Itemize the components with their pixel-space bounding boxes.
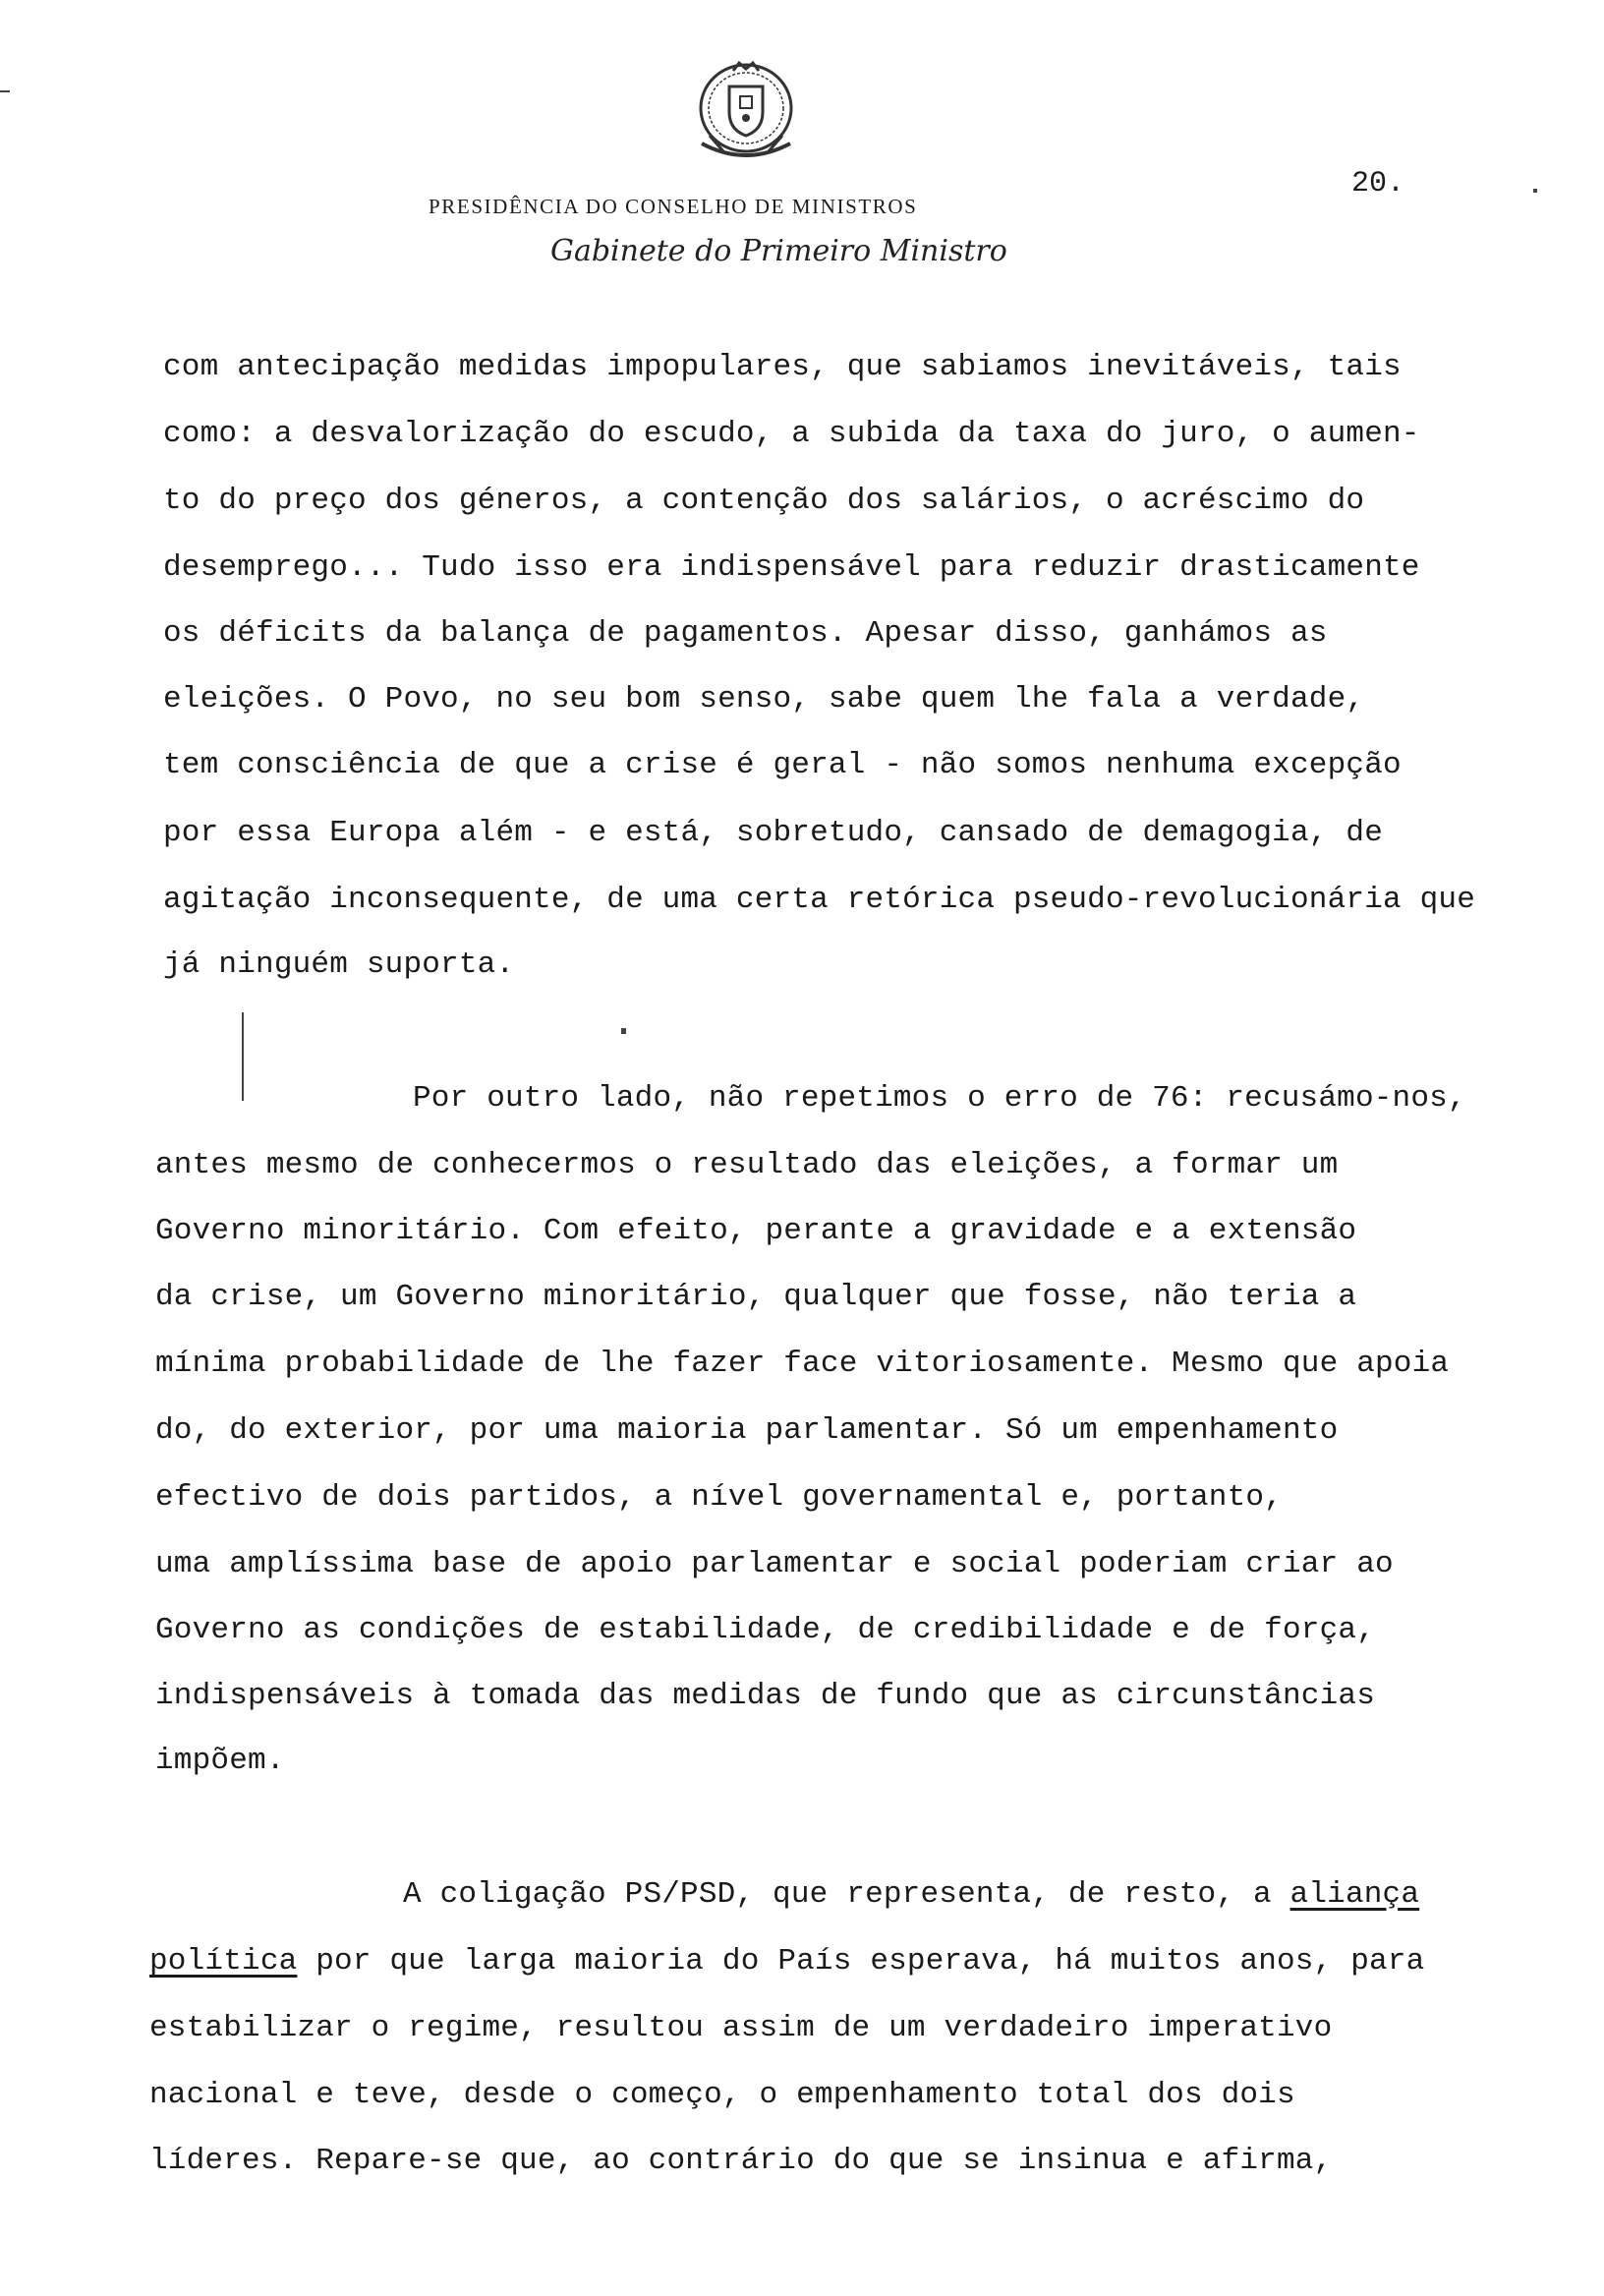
- margin-mark: [0, 90, 10, 92]
- text-line: indispensáveis à tomada das medidas de fundo que as circunstâncias: [155, 1679, 1375, 1713]
- text-line: to do preço dos géneros, a contenção dos salários, o acréscimo do: [163, 484, 1365, 518]
- text-line: agitação inconsequente, de uma certa retórica pseudo-revolucionária que: [163, 883, 1476, 917]
- text-line: por essa Europa além - e está, sobretudo, cansado de demagogia, de: [163, 816, 1383, 850]
- header-title: PRESIDÊNCIA DO CONSELHO DE MINISTROS: [429, 195, 918, 218]
- text-line: eleições. O Povo, no seu bom senso, sabe quem lhe fala a verdade,: [163, 682, 1365, 717]
- header-subtitle: Gabinete do Primeiro Ministro: [550, 234, 1007, 268]
- text-line: Governo as condições de estabilidade, de credibilidade e de força,: [155, 1613, 1375, 1647]
- text-line: impõem.: [155, 1744, 285, 1778]
- text-line: mínima probabilidade de lhe fazer face vitoriosamente. Mesmo que apoia: [155, 1347, 1450, 1381]
- text-line: já ninguém suporta.: [163, 947, 515, 982]
- text-line: uma amplíssima base de apoio parlamentar e social poderiam criar ao: [155, 1547, 1394, 1581]
- page-number: 20.: [1351, 167, 1405, 201]
- coat-of-arms-seal: [688, 57, 804, 167]
- text-line: os déficits da balança de pagamentos. Apesar disso, ganhámos as: [163, 616, 1328, 651]
- text-line: tem consciência de que a crise é geral - não somos nenhuma excepção: [163, 748, 1402, 782]
- text-line: [403, 1877, 1419, 1912]
- text-line: antes mesmo de conhecermos o resultado das eleições, a formar um: [155, 1148, 1339, 1182]
- margin-mark: [621, 1028, 626, 1034]
- margin-mark: [242, 1012, 244, 1101]
- text-line: da crise, um Governo minoritário, qualquer que fosse, não teria a: [155, 1280, 1357, 1314]
- text-line: líderes. Repare-se que, ao contrário do que se insinua e afirma,: [149, 2144, 1333, 2178]
- text-line: estabilizar o regime, resultou assim de um verdadeiro imperativo: [149, 2011, 1333, 2045]
- text-line: do, do exterior, por uma maioria parlamentar. Só um empenhamento: [155, 1413, 1339, 1448]
- text-line: com antecipação medidas impopulares, que sabiamos inevitáveis, tais: [163, 350, 1402, 384]
- underlined-phrase: aliança: [1289, 1877, 1420, 1912]
- margin-mark: [1533, 189, 1537, 193]
- text-line: [149, 1944, 1424, 1979]
- text-segment: por que larga maioria do País esperava, há muitos anos, para: [297, 1944, 1425, 1979]
- underlined-phrase: política: [149, 1944, 298, 1979]
- text-line: efectivo de dois partidos, a nível governamental e, portanto,: [155, 1480, 1283, 1515]
- text-line: como: a desvalorização do escudo, a subida da taxa do juro, o aumen-: [163, 417, 1420, 451]
- text-line: nacional e teve, desde o começo, o empenhamento total dos dois: [149, 2078, 1295, 2112]
- text-line: Governo minoritário. Com efeito, perante a gravidade e a extensão: [155, 1214, 1357, 1248]
- text-line: Por outro lado, não repetimos o erro de 76: recusámo-nos,: [413, 1081, 1466, 1116]
- text-segment: A coligação PS/PSD, que representa, de resto, a: [403, 1877, 1290, 1912]
- text-line: desemprego... Tudo isso era indispensável para reduzir drasticamente: [163, 550, 1420, 585]
